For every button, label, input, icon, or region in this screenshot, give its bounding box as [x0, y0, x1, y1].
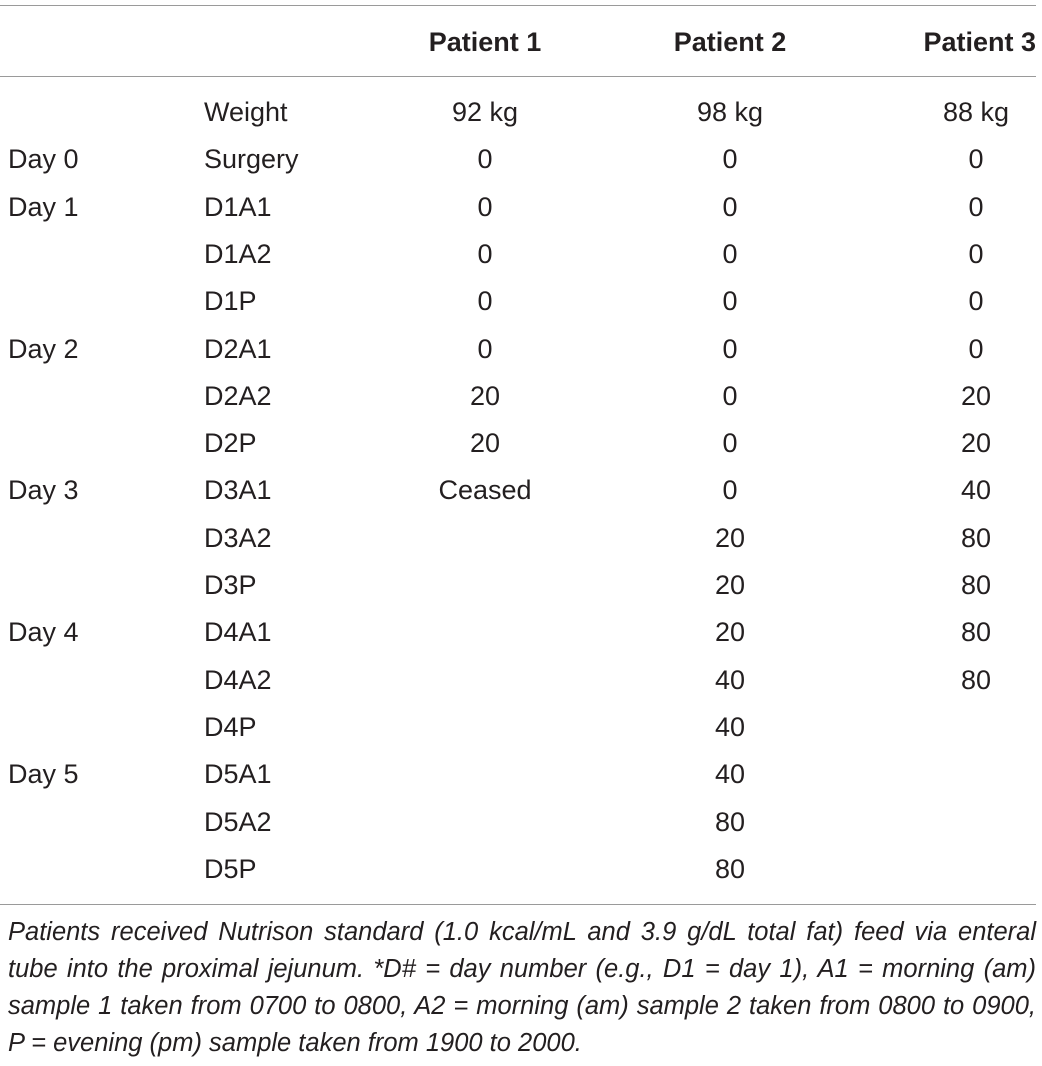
patient-1-cell: 0	[477, 334, 493, 364]
sample-cell: D1A2	[204, 239, 272, 269]
patient-1-cell: 92 kg	[451, 97, 519, 127]
sample-cell: D4A2	[204, 665, 272, 695]
sample-cell: D4P	[204, 712, 257, 742]
patient-1-cell: 0	[477, 144, 493, 174]
patient-3-cell: 0	[968, 144, 984, 174]
patient-2-cell: 0	[722, 192, 738, 222]
sample-cell: D1P	[204, 286, 257, 316]
patient-3-cell: 0	[968, 334, 984, 364]
patient-3-cell: 40	[960, 475, 992, 505]
patient-2-cell: 20	[714, 523, 746, 553]
sample-cell: D5A1	[204, 759, 272, 789]
patient-3-cell: 80	[960, 665, 992, 695]
patient-3-cell: 0	[968, 239, 984, 269]
patient-2-cell: 80	[714, 807, 746, 837]
patient-2-cell: 0	[722, 334, 738, 364]
patient-2-cell: 0	[722, 144, 738, 174]
patient-2-cell: 0	[722, 381, 738, 411]
patient-2-cell: 40	[714, 759, 746, 789]
sample-cell: D3A1	[204, 475, 272, 505]
patient-2-cell: 0	[722, 428, 738, 458]
day-cell: Day 2	[8, 334, 79, 364]
patient-3-cell: 80	[960, 570, 992, 600]
table-bottom-rule	[0, 904, 1036, 905]
sample-cell: D5A2	[204, 807, 272, 837]
day-cell: Day 3	[8, 475, 79, 505]
header-patient-1: Patient 1	[428, 27, 542, 57]
patient-2-cell: 20	[714, 570, 746, 600]
patient-1-cell: 20	[469, 381, 501, 411]
patient-3-cell: 0	[968, 192, 984, 222]
table-top-rule	[0, 5, 1036, 6]
patient-2-cell: 80	[714, 854, 746, 884]
header-patient-3: Patient 3	[923, 27, 1036, 57]
table-header-rule	[0, 76, 1036, 77]
patient-2-cell: 0	[722, 286, 738, 316]
day-cell: Day 4	[8, 617, 79, 647]
patient-3-cell: 0	[968, 286, 984, 316]
patient-3-cell: 80	[960, 523, 992, 553]
patient-1-cell: 0	[477, 286, 493, 316]
day-cell: Day 5	[8, 759, 79, 789]
patient-2-cell: 20	[714, 617, 746, 647]
patient-1-cell: 20	[469, 428, 501, 458]
patient-1-cell: Ceased	[438, 475, 532, 505]
patient-3-cell: 20	[960, 428, 992, 458]
sample-cell: D2A2	[204, 381, 272, 411]
sample-cell: D3A2	[204, 523, 272, 553]
patient-2-cell: 0	[722, 475, 738, 505]
sample-cell: D1A1	[204, 192, 272, 222]
patient-1-cell: 0	[477, 192, 493, 222]
sample-cell: D5P	[204, 854, 257, 884]
patient-3-cell: 20	[960, 381, 992, 411]
sample-cell: D3P	[204, 570, 257, 600]
patient-3-cell: 88 kg	[942, 97, 1010, 127]
day-cell: Day 1	[8, 192, 79, 222]
sample-cell: D4A1	[204, 617, 272, 647]
sample-cell: D2A1	[204, 334, 272, 364]
patient-3-cell: 80	[960, 617, 992, 647]
sample-cell: Weight	[204, 97, 288, 127]
patient-1-cell: 0	[477, 239, 493, 269]
patient-2-cell: 0	[722, 239, 738, 269]
sample-cell: D2P	[204, 428, 257, 458]
patient-2-cell: 40	[714, 665, 746, 695]
patient-2-cell: 40	[714, 712, 746, 742]
sample-cell: Surgery	[204, 144, 299, 174]
day-cell: Day 0	[8, 144, 79, 174]
patient-2-cell: 98 kg	[696, 97, 764, 127]
header-patient-2: Patient 2	[673, 27, 787, 57]
table-footnote: Patients received Nutrison standard (1.0 kcal/mL and 3.9 g/dL total fat) feed via enteral tube into the proximal jejunum. *D# = day number (e.g., D1 = day 1), A1 = morning (am) sample 1 taken from 0700 to 0800, A2 = morning (am) sample 2 taken from 0800 to 0900, P = evening (pm) sample taken from 1900 to 2000.	[8, 918, 1036, 1057]
